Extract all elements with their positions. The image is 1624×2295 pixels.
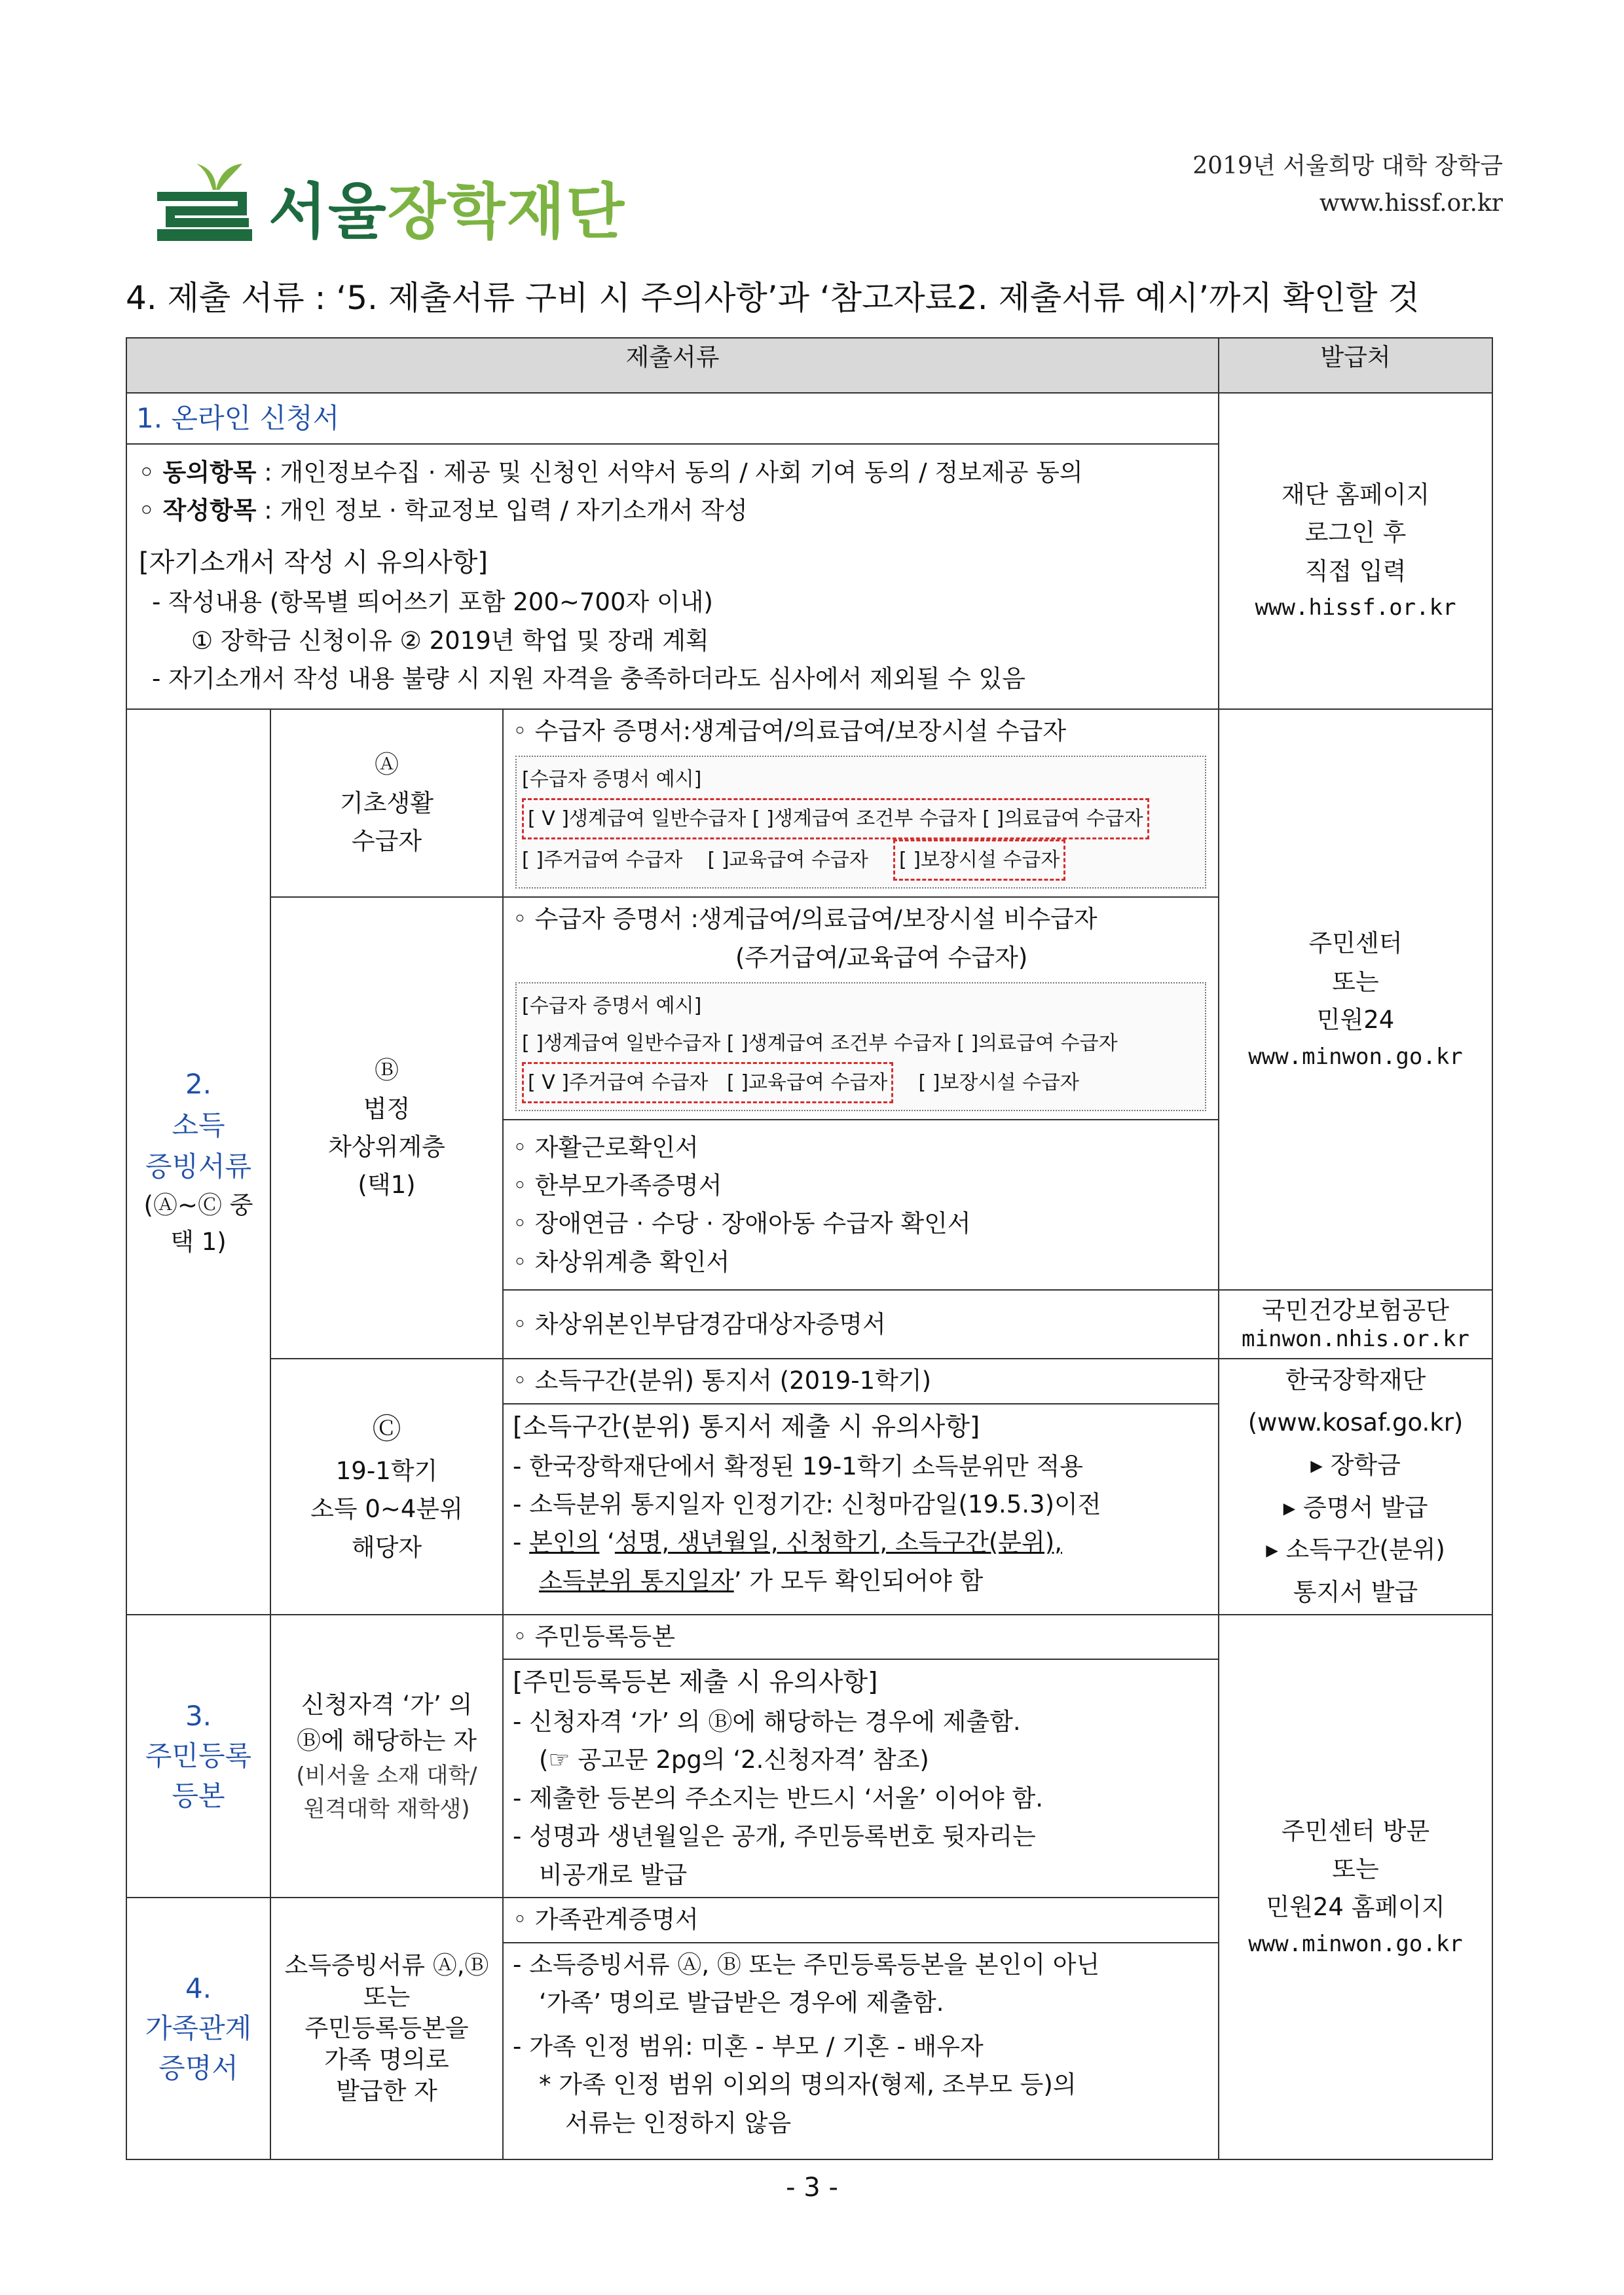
s1-title: 1. 온라인 신청서 — [126, 393, 1219, 444]
logo — [144, 151, 626, 249]
s2-issuer-2: 국민건강보험공단 minwon.nhis.or.kr — [1219, 1290, 1492, 1359]
logo-text-a: 서울 — [268, 177, 388, 247]
s1-issuer: 재단 홈페이지 로그인 후 직접 입력 www.hissf.or.kr — [1219, 393, 1492, 709]
s1-content: ◦ 동의항목 : 개인정보수집 · 제공 및 신청인 서약서 동의 / 사회 기여 동의 / 정보제공 동의 ◦ 작성항목 : 개인 정보 · 학교정보 입력 / 자기소개서 작성 [자기소개서 작성 시 유의사항] - 작성내용 (항목별 띄어쓰기 포함 200~700자 이내) ① 장학금 신청이유 ② 2019년 학업 및 장래 계획 - 자기소개서 작성 내용 불량 시 지원 자격을 충족하더라도 심사에서 제외될 수 있음 — [126, 444, 1219, 709]
s2a-label: Ⓐ 기초생활 수급자 — [270, 709, 503, 897]
s2a-content: ◦ 수급자 증명서:생계급여/의료급여/보장시설 수급자 [수급자 증명서 예시] [ V ]생계급여 일반수급자 [ ]생계급여 조건부 수급자 [ ]의료급여 수급자 [ ]주거급여 수급자 [ ]교육급여 수급자 [ ]보장시설 수급자 — [503, 709, 1219, 897]
s2-label: 2. 소득 증빙서류 (Ⓐ~Ⓒ 중 택 1) — [126, 709, 270, 1615]
s2b-example-box: [수급자 증명서 예시] [ ]생계급여 일반수급자 [ ]생계급여 조건부 수급자 [ ]의료급여 수급자 [ V ]주거급여 수급자 [ ]교육급여 수급자 [ ]보장시설 수급자 — [515, 982, 1206, 1111]
website: www.hissf.or.kr — [1319, 190, 1503, 217]
s3-label: 3. 주민등록 등본 — [126, 1615, 270, 1898]
section-title: 4. 제출 서류 : ‘5. 제출서류 구비 시 주의사항’과 ‘참고자료2. 제출서류 예시’까지 확인할 것 — [126, 279, 1420, 317]
s2b-label: Ⓑ 법정 차상위계층 (택1) — [270, 897, 503, 1359]
s2b-doc3: ◦ 차상위본인부담경감대상자증명서 — [503, 1290, 1219, 1359]
doc-title: 2019년 서울희망 대학 장학금 — [1192, 153, 1503, 179]
s2c-issuer: 한국장학재단 (www.kosaf.go.kr) ▸ 장학금 ▸ 증명서 발급 ▸ 소득구간(분위) 통지서 발급 — [1219, 1359, 1492, 1615]
s2b-content: ◦ 수급자 증명서 :생계급여/의료급여/보장시설 비수급자 (주거급여/교육급여 수급자) [수급자 증명서 예시] [ ]생계급여 일반수급자 [ ]생계급여 조건부 수급자 [ ]의료급여 수급자 [ V ]주거급여 수급자 [ ]교육급여 수급자 [ ]보장시설 수급자 — [503, 897, 1219, 1120]
header-issuer: 발급처 — [1219, 338, 1492, 393]
s2b-docs: ◦ 자활근로확인서 ◦ 한부모가족증명서 ◦ 장애연금 · 수당 · 장애아동 수급자 확인서 ◦ 차상위계층 확인서 — [503, 1120, 1219, 1290]
s2-issuer-1: 주민센터 또는 민원24 www.minwon.go.kr — [1219, 709, 1492, 1290]
consent-label: ◦ 동의항목 — [139, 458, 257, 487]
s2a-example-box: [수급자 증명서 예시] [ V ]생계급여 일반수급자 [ ]생계급여 조건부 수급자 [ ]의료급여 수급자 [ ]주거급여 수급자 [ ]교육급여 수급자 [ ]보장시설 수급자 — [515, 756, 1206, 889]
s4-condition: 소득증빙서류 Ⓐ,Ⓑ 또는 주민등록등본을 가족 명의로 발급한 자 — [270, 1898, 503, 2159]
essay-heading: [자기소개서 작성 시 유의사항] — [139, 547, 489, 578]
write-label: ◦ 작성항목 — [139, 496, 257, 525]
logo-icon — [144, 151, 262, 249]
s3-content: ◦ 주민등록등본 [주민등록등본 제출 시 유의사항] - 신청자격 ‘가’ 의 Ⓑ에 해당하는 경우에 제출함. (☞ 공고문 2pg의 ‘2.신청자격’ 참조) - 제출한 등본의 주소지는 반드시 ‘서울’ 이어야 함. - 성명과 생년월일은 공개, 주민등록번호 뒷자리는 비공개로 발급 — [503, 1615, 1219, 1898]
header-documents: 제출서류 — [126, 338, 1219, 393]
s4-label: 4. 가족관계 증명서 — [126, 1898, 270, 2159]
page-number: - 3 - — [786, 2173, 838, 2203]
documents-table — [126, 337, 1493, 2160]
s2c-content: ◦ 소득구간(분위) 통지서 (2019-1학기) [소득구간(분위) 통지서 제출 시 유의사항] - 한국장학재단에서 확정된 19-1학기 소득분위만 적용 - 소득분위 통지일자 인정기간: 신청마감일(19.5.3)이전 - 본인의 ‘성명, 생년월일, 신청학기, 소득구간(분위), 소득분위 통지일자’ 가 모두 확인되어야 함 — [503, 1359, 1219, 1615]
s2c-label: Ⓒ 19-1학기 소득 0~4분위 해당자 — [270, 1359, 503, 1615]
s4-content: ◦ 가족관계증명서 - 소득증빙서류 Ⓐ, Ⓑ 또는 주민등록등본을 본인이 아닌 ‘가족’ 명의로 발급받은 경우에 제출함. - 가족 인정 범위: 미혼 - 부모 / 기혼 - 배우자 * 가족 인정 범위 이외의 명의자(형제, 조부모 등)의 서류는 인정하지 않음 — [503, 1898, 1219, 2159]
s3-issuer: 주민센터 방문 또는 민원24 홈페이지 www.minwon.go.kr — [1219, 1615, 1492, 2159]
logo-text-b: 장학재단 — [387, 177, 626, 247]
s3-condition: 신청자격 ‘가’ 의 Ⓑ에 해당하는 자 (비서울 소재 대학/ 원격대학 재학생) — [270, 1615, 503, 1898]
